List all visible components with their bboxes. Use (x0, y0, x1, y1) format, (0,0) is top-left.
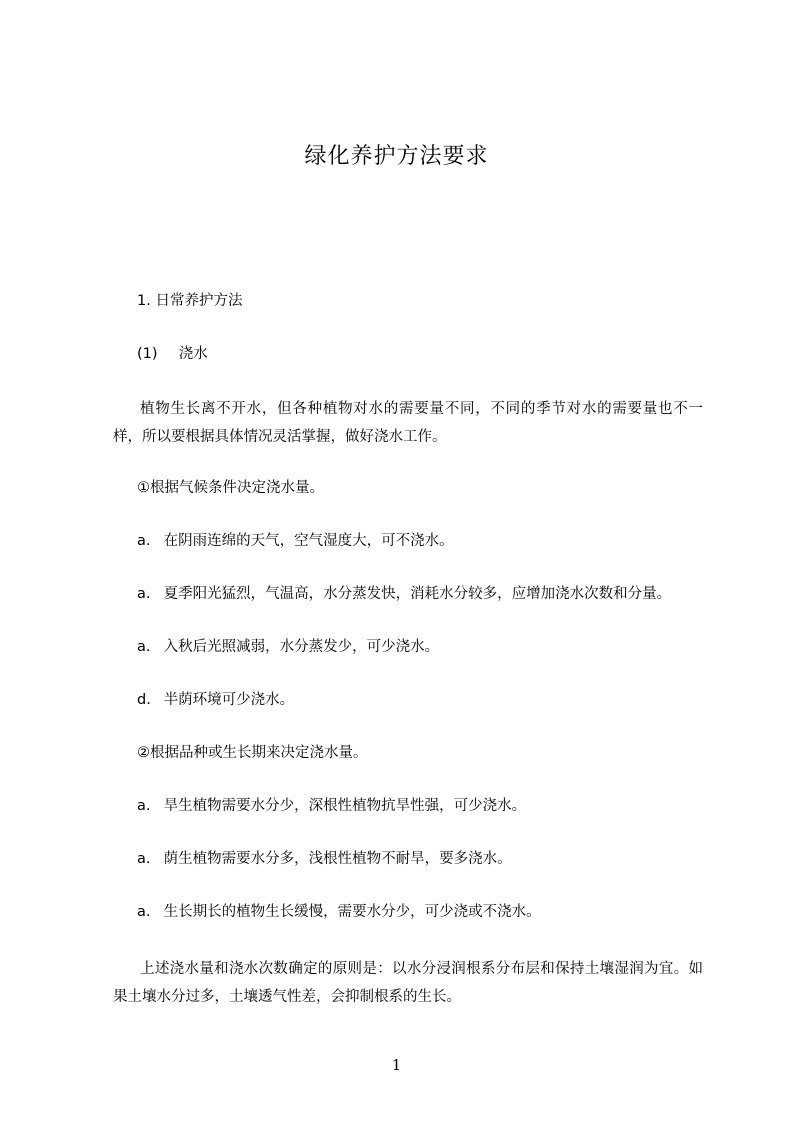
section-heading: 1. 日常养护方法 (137, 293, 243, 309)
list-item-text: 旱生植物需要水分少，深根性植物抗旱性强，可少浇水。 (163, 798, 527, 814)
list-item-marker: a. (137, 639, 151, 655)
list-item (137, 637, 439, 657)
list-item-marker: a. (137, 533, 151, 549)
page-number: 1 (391, 1056, 402, 1074)
list-item-text: 荫生植物需要水分多，浅根性植物不耐旱，要多浇水。 (163, 851, 512, 867)
list-item (137, 796, 526, 816)
list-item-text: 生长期长的植物生长缓慢，需要水分少，可少浇或不浇水。 (163, 904, 541, 920)
list-item (137, 531, 454, 551)
list-item (137, 584, 671, 604)
list-item-marker: d. (137, 692, 151, 708)
list-item-text: 夏季阳光猛烈，气温高，水分蒸发快，消耗水分较多，应增加浇水次数和分量。 (163, 586, 672, 602)
list-item-marker: a. (137, 851, 151, 867)
list-item (137, 690, 294, 710)
document-title: 绿化养护方法要求 (304, 144, 489, 169)
list-item-text: 半荫环境可少浇水。 (163, 692, 295, 708)
list-item-text: 入秋后光照减弱，水分蒸发少，可少浇水。 (163, 639, 440, 655)
conclusion-paragraph: 上述浇水量和浇水次数确定的原则是：以水分浸润根系分布层和保持土壤湿润为宜。如果土壤水分过多，土壤透气性差，会抑制根系的生长。 (113, 961, 703, 1005)
subsection-heading (137, 344, 208, 364)
list-item (137, 849, 512, 869)
group1-heading: ①根据气候条件决定浇水量。 (137, 480, 324, 496)
intro-paragraph: 植物生长离不开水，但各种植物对水的需要量不同，不同的季节对水的需要量也不一样，所以要根据具体情况灵活掌握，做好浇水工作。 (113, 401, 703, 445)
subsection-number: (1) (137, 346, 158, 362)
list-item-marker: a. (137, 904, 151, 920)
list-item (137, 902, 541, 922)
list-item-marker: a. (137, 798, 151, 814)
list-item-text: 在阴雨连绵的天气，空气湿度大，可不浇水。 (163, 533, 454, 549)
list-item-marker: a. (137, 586, 151, 602)
subsection-title: 浇水 (178, 346, 208, 362)
group2-heading: ②根据品种或生长期来决定浇水量。 (137, 745, 368, 761)
